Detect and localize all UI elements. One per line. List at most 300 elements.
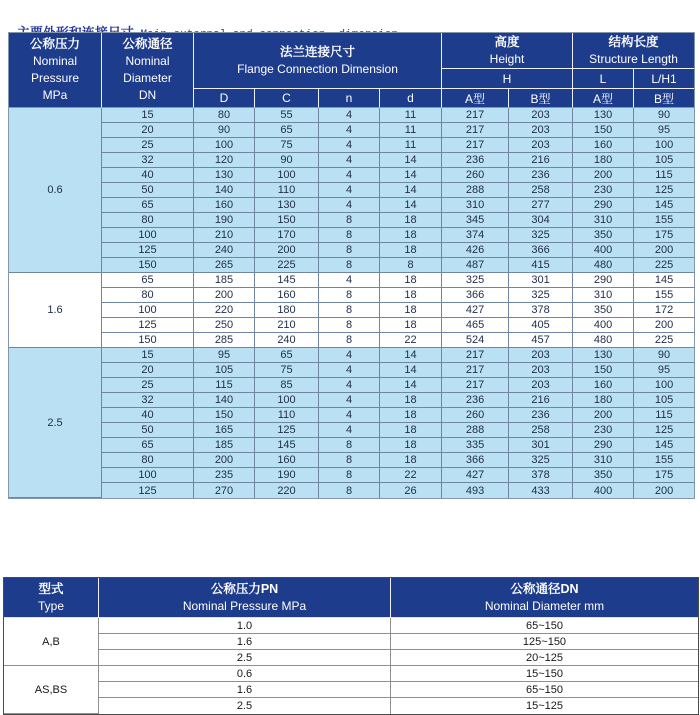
value-cell: 258: [509, 423, 573, 438]
value-cell: 11: [380, 138, 442, 153]
value-cell: 160: [573, 138, 634, 153]
table-row: [9, 273, 694, 288]
value-cell: 325: [509, 228, 573, 243]
value-cell: 115: [634, 408, 694, 423]
value-cell: 175: [634, 228, 694, 243]
value-cell: 130: [573, 108, 634, 123]
value-cell: 75: [255, 138, 319, 153]
header-col-d-outer: D: [194, 89, 255, 108]
value-cell: 15~150: [391, 666, 698, 682]
value-cell: 65~150: [391, 618, 698, 634]
table-row: [9, 288, 694, 303]
value-cell: 80: [102, 453, 194, 468]
value-cell: 374: [442, 228, 509, 243]
table-row: [9, 453, 694, 468]
value-cell: 405: [509, 318, 573, 333]
value-cell: 493: [442, 483, 509, 498]
value-cell: 20: [102, 123, 194, 138]
value-cell: 40: [102, 408, 194, 423]
value-cell: 325: [509, 453, 573, 468]
value-cell: 160: [573, 378, 634, 393]
value-cell: 150: [102, 258, 194, 273]
value-cell: 258: [509, 183, 573, 198]
value-cell: 55: [255, 108, 319, 123]
value-cell: 8: [319, 213, 380, 228]
value-cell: 200: [194, 288, 255, 303]
table-row: [9, 258, 694, 273]
value-cell: 270: [194, 483, 255, 498]
value-cell: 145: [255, 438, 319, 453]
value-cell: 265: [194, 258, 255, 273]
value-cell: 310: [573, 288, 634, 303]
value-cell: 0.6: [99, 666, 391, 682]
value-cell: 345: [442, 213, 509, 228]
pressure-group-cell: 0.6: [9, 108, 102, 273]
header-height: 高度 Height: [442, 33, 573, 69]
value-cell: 115: [634, 168, 694, 183]
value-cell: 427: [442, 303, 509, 318]
value-cell: 190: [194, 213, 255, 228]
value-cell: 200: [194, 453, 255, 468]
header-structure-length: 结构长度 Structure Length: [573, 33, 694, 69]
value-cell: 65: [102, 198, 194, 213]
value-cell: 180: [573, 393, 634, 408]
header-nominal-diameter-zh: 公称通径: [122, 37, 173, 51]
header-dn: 公称通径DN Nominal Diameter mm: [391, 578, 698, 618]
value-cell: 32: [102, 393, 194, 408]
value-cell: 4: [319, 273, 380, 288]
table-row: [9, 108, 694, 123]
value-cell: 100: [255, 168, 319, 183]
header-col-n: n: [319, 89, 380, 108]
value-cell: 200: [634, 318, 694, 333]
value-cell: 200: [634, 243, 694, 258]
value-cell: 8: [319, 303, 380, 318]
value-cell: 427: [442, 468, 509, 483]
value-cell: 110: [255, 183, 319, 198]
header-pn: 公称压力PN Nominal Pressure MPa: [99, 578, 391, 618]
value-cell: 203: [509, 108, 573, 123]
value-cell: 217: [442, 348, 509, 363]
value-cell: 203: [509, 348, 573, 363]
value-cell: 90: [634, 348, 694, 363]
value-cell: 160: [194, 198, 255, 213]
value-cell: 225: [634, 333, 694, 348]
value-cell: 8: [319, 243, 380, 258]
table-row: [4, 666, 698, 682]
table-row: [9, 138, 694, 153]
value-cell: 200: [573, 168, 634, 183]
value-cell: 220: [255, 483, 319, 498]
value-cell: 130: [573, 348, 634, 363]
value-cell: 18: [380, 213, 442, 228]
value-cell: 400: [573, 483, 634, 498]
value-cell: 65: [255, 123, 319, 138]
value-cell: 40: [102, 168, 194, 183]
value-cell: 100: [634, 378, 694, 393]
value-cell: 65: [255, 348, 319, 363]
value-cell: 8: [319, 288, 380, 303]
value-cell: 216: [509, 153, 573, 168]
table-row: [4, 650, 698, 666]
value-cell: 350: [573, 303, 634, 318]
main-dimension-table: [8, 32, 695, 499]
value-cell: 50: [102, 183, 194, 198]
header-height-type-a: A型: [442, 89, 509, 108]
header-length-type-b: B型: [634, 89, 694, 108]
table-row: [9, 363, 694, 378]
value-cell: 217: [442, 378, 509, 393]
value-cell: 366: [442, 288, 509, 303]
value-cell: 95: [194, 348, 255, 363]
value-cell: 160: [255, 453, 319, 468]
header-nominal-pressure-zh: 公称压力: [29, 37, 80, 51]
value-cell: 145: [634, 198, 694, 213]
value-cell: 18: [380, 243, 442, 258]
value-cell: 200: [255, 243, 319, 258]
value-cell: 160: [255, 288, 319, 303]
value-cell: 260: [442, 408, 509, 423]
value-cell: 20~125: [391, 650, 698, 666]
value-cell: 20: [102, 363, 194, 378]
value-cell: 125: [255, 423, 319, 438]
value-cell: 14: [380, 348, 442, 363]
table-row: [9, 228, 694, 243]
value-cell: 240: [255, 333, 319, 348]
value-cell: 366: [509, 243, 573, 258]
value-cell: 4: [319, 348, 380, 363]
value-cell: 8: [319, 228, 380, 243]
value-cell: 105: [634, 153, 694, 168]
value-cell: 165: [194, 423, 255, 438]
pressure-group-cell: 1.6: [9, 273, 102, 348]
value-cell: 14: [380, 378, 442, 393]
value-cell: 217: [442, 108, 509, 123]
value-cell: 350: [573, 468, 634, 483]
value-cell: 25: [102, 138, 194, 153]
value-cell: 400: [573, 243, 634, 258]
table-row: [9, 393, 694, 408]
value-cell: 110: [255, 408, 319, 423]
value-cell: 18: [380, 453, 442, 468]
header-l-h1: L/H1: [634, 69, 694, 89]
value-cell: 18: [380, 393, 442, 408]
value-cell: 4: [319, 408, 380, 423]
value-cell: 260: [442, 168, 509, 183]
table-row: [9, 423, 694, 438]
value-cell: 290: [573, 273, 634, 288]
value-cell: 150: [194, 408, 255, 423]
value-cell: 524: [442, 333, 509, 348]
table-row: [4, 682, 698, 698]
value-cell: 155: [634, 288, 694, 303]
value-cell: 4: [319, 423, 380, 438]
value-cell: 140: [194, 393, 255, 408]
value-cell: 217: [442, 123, 509, 138]
value-cell: 95: [634, 363, 694, 378]
value-cell: 14: [380, 183, 442, 198]
value-cell: 487: [442, 258, 509, 273]
value-cell: 415: [509, 258, 573, 273]
value-cell: 100: [102, 228, 194, 243]
value-cell: 90: [194, 123, 255, 138]
value-cell: 203: [509, 123, 573, 138]
value-cell: 4: [319, 153, 380, 168]
value-cell: 18: [380, 438, 442, 453]
value-cell: 236: [509, 168, 573, 183]
header-h: H: [442, 69, 573, 89]
value-cell: 301: [509, 273, 573, 288]
header-nominal-diameter: 公称通径 Nominal Diameter DN: [102, 33, 194, 108]
value-cell: 90: [634, 108, 694, 123]
value-cell: 8: [319, 333, 380, 348]
value-cell: 145: [634, 273, 694, 288]
value-cell: 4: [319, 198, 380, 213]
value-cell: 85: [255, 378, 319, 393]
header-col-d-bolt: d: [380, 89, 442, 108]
value-cell: 22: [380, 468, 442, 483]
value-cell: 150: [255, 213, 319, 228]
value-cell: 290: [573, 438, 634, 453]
value-cell: 75: [255, 363, 319, 378]
value-cell: 185: [194, 438, 255, 453]
value-cell: 1.6: [99, 634, 391, 650]
value-cell: 14: [380, 198, 442, 213]
value-cell: 4: [319, 108, 380, 123]
value-cell: 203: [509, 363, 573, 378]
value-cell: 290: [573, 198, 634, 213]
value-cell: 130: [255, 198, 319, 213]
value-cell: 285: [194, 333, 255, 348]
value-cell: 1.6: [99, 682, 391, 698]
main-table-body: [9, 108, 694, 498]
value-cell: 217: [442, 138, 509, 153]
value-cell: 11: [380, 123, 442, 138]
value-cell: 8: [319, 483, 380, 498]
value-cell: 378: [509, 468, 573, 483]
value-cell: 80: [194, 108, 255, 123]
value-cell: 65~150: [391, 682, 698, 698]
value-cell: 4: [319, 378, 380, 393]
value-cell: 8: [319, 258, 380, 273]
value-cell: 100: [102, 468, 194, 483]
value-cell: 2.5: [99, 698, 391, 714]
header-flange-connection: 法兰连接尺寸 Flange Connection Dimension: [194, 33, 442, 89]
value-cell: 457: [509, 333, 573, 348]
value-cell: 426: [442, 243, 509, 258]
value-cell: 18: [380, 228, 442, 243]
value-cell: 18: [380, 318, 442, 333]
value-cell: 26: [380, 483, 442, 498]
value-cell: 236: [442, 153, 509, 168]
value-cell: 240: [194, 243, 255, 258]
value-cell: 125: [634, 423, 694, 438]
value-cell: 18: [380, 288, 442, 303]
value-cell: 50: [102, 423, 194, 438]
value-cell: 250: [194, 318, 255, 333]
value-cell: 190: [255, 468, 319, 483]
value-cell: 125: [102, 243, 194, 258]
value-cell: 115: [194, 378, 255, 393]
value-cell: 200: [634, 483, 694, 498]
value-cell: 230: [573, 423, 634, 438]
header-nominal-pressure: 公称压力 Nominal Pressure MPa: [9, 33, 102, 108]
value-cell: 350: [573, 228, 634, 243]
value-cell: 155: [634, 453, 694, 468]
table-row: [9, 213, 694, 228]
value-cell: 378: [509, 303, 573, 318]
value-cell: 145: [634, 438, 694, 453]
value-cell: 288: [442, 423, 509, 438]
value-cell: 366: [442, 453, 509, 468]
value-cell: 18: [380, 423, 442, 438]
table-row: [9, 318, 694, 333]
value-cell: 203: [509, 378, 573, 393]
value-cell: 310: [573, 453, 634, 468]
header-length-type-a: A型: [573, 89, 634, 108]
value-cell: 170: [255, 228, 319, 243]
table-row: [9, 198, 694, 213]
value-cell: 4: [319, 183, 380, 198]
table-row: [4, 618, 698, 634]
value-cell: 140: [194, 183, 255, 198]
table-row: [9, 123, 694, 138]
value-cell: 4: [319, 138, 380, 153]
value-cell: 130: [194, 168, 255, 183]
table-row: [9, 438, 694, 453]
value-cell: 180: [255, 303, 319, 318]
value-cell: 14: [380, 153, 442, 168]
table-row: [9, 408, 694, 423]
table-row: [9, 333, 694, 348]
type-selection-table: [3, 577, 699, 715]
value-cell: 105: [194, 363, 255, 378]
table-row: [9, 243, 694, 258]
value-cell: 288: [442, 183, 509, 198]
value-cell: 325: [509, 288, 573, 303]
value-cell: 185: [194, 273, 255, 288]
value-cell: 203: [509, 138, 573, 153]
value-cell: 400: [573, 318, 634, 333]
value-cell: 18: [380, 408, 442, 423]
value-cell: 175: [634, 468, 694, 483]
value-cell: 301: [509, 438, 573, 453]
value-cell: 8: [380, 258, 442, 273]
value-cell: 155: [634, 213, 694, 228]
value-cell: 150: [102, 333, 194, 348]
value-cell: 4: [319, 393, 380, 408]
value-cell: 105: [634, 393, 694, 408]
type-group-cell: A,B: [4, 618, 99, 666]
value-cell: 225: [255, 258, 319, 273]
value-cell: 200: [573, 408, 634, 423]
value-cell: 14: [380, 363, 442, 378]
table-row: [9, 303, 694, 318]
value-cell: 225: [634, 258, 694, 273]
value-cell: 236: [509, 408, 573, 423]
table-row: [9, 378, 694, 393]
value-cell: 125: [102, 318, 194, 333]
value-cell: 2.5: [99, 650, 391, 666]
value-cell: 15~125: [391, 698, 698, 714]
value-cell: 465: [442, 318, 509, 333]
value-cell: 325: [442, 273, 509, 288]
value-cell: 100: [102, 303, 194, 318]
value-cell: 18: [380, 273, 442, 288]
header-col-c: C: [255, 89, 319, 108]
value-cell: 100: [194, 138, 255, 153]
table-row: [9, 348, 694, 363]
value-cell: 8: [319, 453, 380, 468]
value-cell: 15: [102, 108, 194, 123]
value-cell: 4: [319, 168, 380, 183]
value-cell: 8: [319, 468, 380, 483]
value-cell: 18: [380, 303, 442, 318]
value-cell: 304: [509, 213, 573, 228]
table-row: [9, 153, 694, 168]
table-row: [9, 183, 694, 198]
value-cell: 216: [509, 393, 573, 408]
value-cell: 310: [573, 213, 634, 228]
value-cell: 210: [194, 228, 255, 243]
value-cell: 180: [573, 153, 634, 168]
table-row: [9, 468, 694, 483]
table-row: [9, 483, 694, 498]
header-height-type-b: B型: [509, 89, 573, 108]
value-cell: 14: [380, 168, 442, 183]
pressure-group-cell: 2.5: [9, 348, 102, 498]
value-cell: 277: [509, 198, 573, 213]
table-row: [9, 168, 694, 183]
value-cell: 310: [442, 198, 509, 213]
value-cell: 100: [255, 393, 319, 408]
value-cell: 90: [255, 153, 319, 168]
value-cell: 210: [255, 318, 319, 333]
value-cell: 145: [255, 273, 319, 288]
value-cell: 217: [442, 363, 509, 378]
value-cell: 125: [634, 183, 694, 198]
value-cell: 433: [509, 483, 573, 498]
value-cell: 220: [194, 303, 255, 318]
header-l: L: [573, 69, 634, 89]
value-cell: 480: [573, 333, 634, 348]
value-cell: 150: [573, 363, 634, 378]
value-cell: 4: [319, 123, 380, 138]
value-cell: 8: [319, 438, 380, 453]
value-cell: 8: [319, 318, 380, 333]
value-cell: 1.0: [99, 618, 391, 634]
value-cell: 230: [573, 183, 634, 198]
value-cell: 95: [634, 123, 694, 138]
value-cell: 172: [634, 303, 694, 318]
table-row: [4, 634, 698, 650]
value-cell: 150: [573, 123, 634, 138]
value-cell: 65: [102, 438, 194, 453]
value-cell: 235: [194, 468, 255, 483]
type-table-body: [4, 618, 698, 714]
value-cell: 4: [319, 363, 380, 378]
value-cell: 80: [102, 288, 194, 303]
type-group-cell: AS,BS: [4, 666, 99, 714]
value-cell: 15: [102, 348, 194, 363]
header-type: 型式 Type: [4, 578, 99, 618]
value-cell: 25: [102, 378, 194, 393]
value-cell: 80: [102, 213, 194, 228]
value-cell: 120: [194, 153, 255, 168]
value-cell: 125: [102, 483, 194, 498]
value-cell: 65: [102, 273, 194, 288]
value-cell: 335: [442, 438, 509, 453]
